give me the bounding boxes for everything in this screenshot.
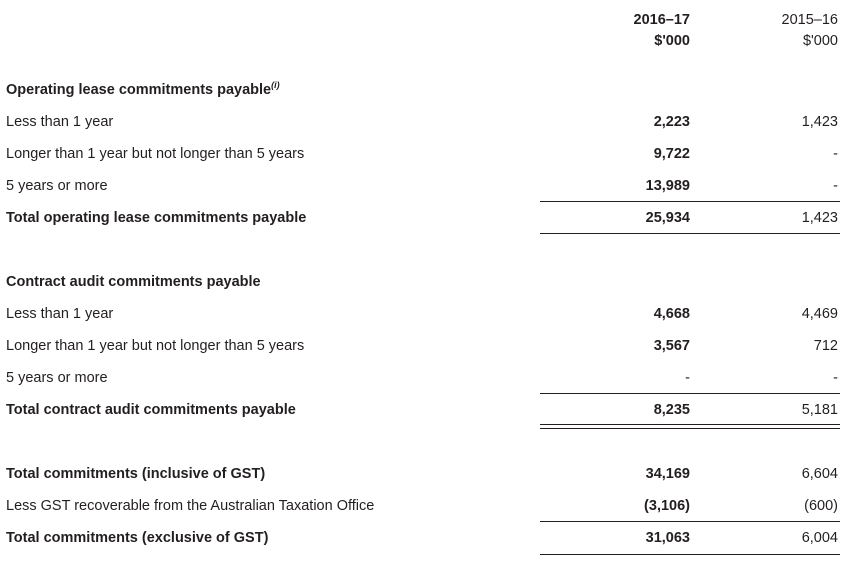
value-2015-16: 5,181 <box>801 402 838 418</box>
value-2015-16: 1,423 <box>801 210 838 226</box>
column-year: 2015–16 <box>781 12 838 28</box>
table-row-gst <box>0 496 852 528</box>
column-header-2016-17 <box>634 10 690 52</box>
row-label: Total contract audit commitments payable <box>6 402 296 418</box>
value-2015-16: 4,469 <box>801 306 838 322</box>
column-unit: $'000 <box>802 33 838 49</box>
subtotal-rule <box>540 201 690 202</box>
value-2016-17: 8,235 <box>653 402 690 418</box>
subtotal-rule <box>540 521 690 522</box>
table-row <box>0 112 852 144</box>
row-label: Longer than 1 year but not longer than 5 years <box>6 338 305 354</box>
double-total-rule <box>540 424 690 429</box>
row-label: Less than 1 year <box>6 306 114 322</box>
column-year: 2016–17 <box>633 12 690 28</box>
total-rule <box>688 233 840 234</box>
value-2015-16: (600) <box>804 498 838 514</box>
value-2016-17: 4,668 <box>653 306 690 322</box>
table-row <box>0 336 852 368</box>
total-row-exclusive-gst <box>0 528 852 560</box>
column-unit: $'000 <box>654 33 690 49</box>
value-2016-17: 9,722 <box>653 146 690 162</box>
value-2016-17: 3,567 <box>653 338 690 354</box>
value-2016-17: (3,106) <box>644 498 690 514</box>
row-label: Less GST recoverable from the Australian Taxation Office <box>6 498 375 514</box>
row-label: Total operating lease commitments payable <box>6 210 307 226</box>
value-2016-17: 34,169 <box>645 466 690 482</box>
row-label: Total commitments (inclusive of GST) <box>6 466 266 482</box>
value-2015-16: - <box>833 370 838 386</box>
total-rule <box>540 554 690 555</box>
table-row <box>0 304 852 336</box>
value-2015-16: - <box>833 146 838 162</box>
table-row <box>0 176 852 208</box>
row-label: Total commitments (exclusive of GST) <box>6 530 269 546</box>
value-2016-17: 2,223 <box>653 114 690 130</box>
value-2015-16: 6,604 <box>801 466 838 482</box>
footnote-marker: (i) <box>271 80 280 91</box>
total-row-inclusive-gst <box>0 464 852 496</box>
double-total-rule <box>688 424 840 429</box>
subtotal-rule <box>688 393 840 394</box>
subtotal-rule <box>688 521 840 522</box>
table-row <box>0 144 852 176</box>
total-rule <box>540 233 690 234</box>
row-label: 5 years or more <box>6 370 108 386</box>
row-label: 5 years or more <box>6 178 108 194</box>
table-row <box>0 368 852 400</box>
row-label: Longer than 1 year but not longer than 5 years <box>6 146 305 162</box>
row-label: Less than 1 year <box>6 114 114 130</box>
value-2016-17: 25,934 <box>645 210 690 226</box>
value-2015-16: 1,423 <box>801 114 838 130</box>
value-2016-17: 31,063 <box>645 530 690 546</box>
section-heading-lease <box>0 80 852 112</box>
section-title: Contract audit commitments payable <box>6 274 261 290</box>
total-rule <box>688 554 840 555</box>
section-heading-audit <box>0 272 852 304</box>
value-2016-17: - <box>685 370 690 386</box>
value-2015-16: - <box>833 178 838 194</box>
value-2015-16: 6,004 <box>801 530 838 546</box>
subtotal-rule <box>540 393 690 394</box>
section-title: Operating lease commitments payable <box>6 82 272 98</box>
value-2015-16: 712 <box>813 338 838 354</box>
value-2016-17: 13,989 <box>645 178 690 194</box>
subtotal-rule <box>688 201 840 202</box>
total-row-lease <box>0 208 852 240</box>
column-header-2015-16 <box>782 10 838 52</box>
